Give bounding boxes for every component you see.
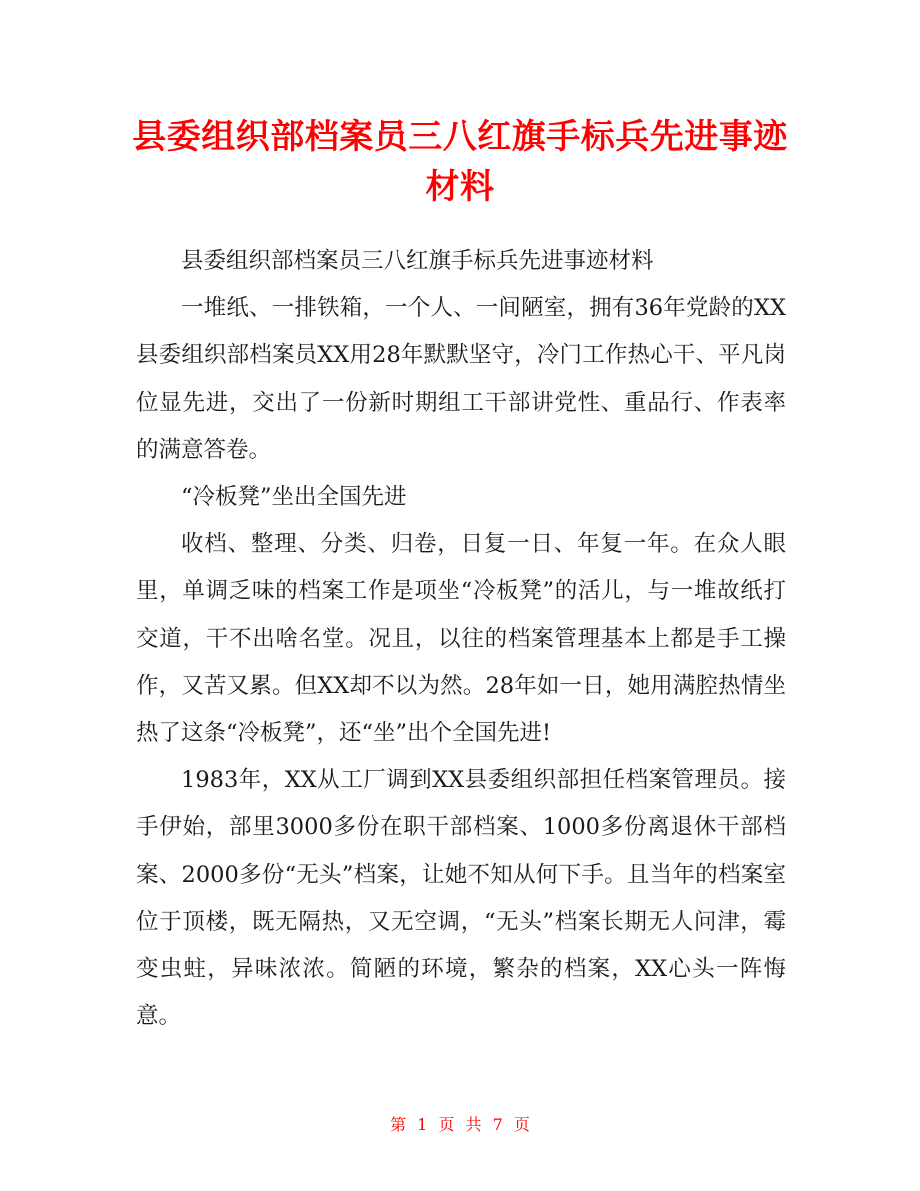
paragraph-intro: 一堆纸、一排铁箱，一个人、一间陋室，拥有36年党龄的XX县委组织部档案员XX用28年默默坚守，冷门工作热心干、平凡岗位显先进，交出了一份新时期组工干部讲党性、重品行、作表率的满意答卷。: [136, 295, 786, 463]
page-footer: 第 1 页 共 7 页: [390, 1115, 530, 1134]
paragraph-heading-repeat: 县委组织部档案员三八红旗手标兵先进事迹材料: [181, 248, 654, 274]
paragraph-1983: 1983年，XX从工厂调到XX县委组织部担任档案管理员。接手伊始，部里3000多份在职干部档案、1000多份离退休干部档案、2000多份“无头”档案，让她不知从何下手。且当年的档案室位于顶楼，既无隔热，又无空调，“无头”档案长期无人问津，霉变虫蛀，异味浓浓。简陋的环境，繁杂的档案，XX心头一阵悔意。: [136, 767, 786, 1030]
section-heading: “冷板凳”坐出全国先进: [181, 484, 407, 511]
paragraph-cold-bench: 收档、整理、分类、归卷，日复一日、年复一年。在众人眼里，单调乏味的档案工作是项坐“冷板凳”的活儿，与一堆故纸打交道，干不出啥名堂。况且，以往的档案管理基本上都是手工操作，又苦又累。但XX却不以为然。28年如一日，她用满腔热情坐热了这条“冷板凳”，还“坐”出个全国先进!: [136, 531, 786, 747]
document-title: 县委组织部档案员三八红旗手标兵先进事迹材料: [132, 117, 788, 207]
document-body: [136, 238, 786, 1040]
